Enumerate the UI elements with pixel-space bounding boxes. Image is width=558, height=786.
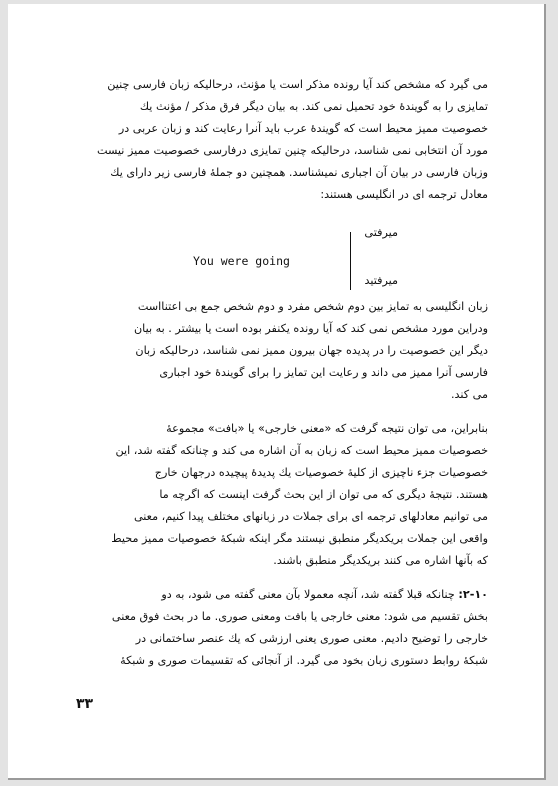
text-line: خصوصیات جزء ناچیزی از کلیهٔ خصوصیات یك پدیدهٔ پیچیده درجهان خارج bbox=[154, 466, 488, 479]
bracket-line bbox=[350, 232, 355, 290]
text-line: فارسی آنرا ممیز می داند و رعایت این تمایز را برای گویندهٔ خود اجباری bbox=[159, 366, 488, 379]
text-line: خصوصیت ممیز محیط است که گویندهٔ عرب باید آنرا رعایت کند و زبان عربی در bbox=[118, 122, 488, 135]
text-line: وزبان فارسی در بیان آن اجباری نمیشناسد. همچنین دو جملهٔ فارسی زیر دارای یك bbox=[110, 166, 488, 179]
paragraph-3 bbox=[68, 418, 488, 572]
text-line: بنابراین، می توان نتیجه گرفت که «معنی خارجی» یا «بافت» مجموعهٔ bbox=[166, 422, 488, 435]
text-line: معادل ترجمه ای در انگلیسی هستند: bbox=[320, 188, 488, 201]
text-line: تمایزی را به گویندهٔ خود تحمیل نمی کند. به بیان دیگر فرق مذکر / مؤنث یك bbox=[139, 100, 488, 113]
english-sentence: You were going bbox=[193, 254, 290, 268]
document-page bbox=[8, 4, 546, 780]
persian-option-singular: میرفتی bbox=[364, 226, 398, 239]
text-line: خصوصیات ممیز محیط است که زبان به آن اشاره می کند و چنانکه گفته شد، این bbox=[115, 444, 488, 457]
text-line: می کند. bbox=[450, 388, 488, 401]
paragraph-4 bbox=[68, 584, 488, 672]
text-line: بخش تقسیم می شود: معنی خارجی یا بافت ومعنی صوری. ما در بحث فوق معنی bbox=[111, 610, 488, 623]
text-line: شبکهٔ روابط دستوری زبان بخود می گیرد. از آنجائی که تقسیمات صوری و شبکهٔ bbox=[120, 654, 488, 667]
translation-example bbox=[68, 226, 488, 296]
text-line: می توانیم معادلهای ترجمه ای برای جملات در زبانهای مختلف پیدا کنیم، معنی bbox=[133, 510, 488, 523]
text-line bbox=[68, 584, 488, 606]
text-line: ودراین مورد مشخص نمی کند که آیا رونده یکنفر بوده است یا بیشتر . به بیان bbox=[133, 322, 488, 335]
text-line: که بآنها اشاره می کنند بریکدیگر منطبق باشند. bbox=[273, 554, 488, 567]
page-number: ۳۳ bbox=[76, 696, 94, 712]
paragraph-2 bbox=[68, 296, 488, 406]
text-line: واقعی این جملات بریکدیگر منطبق نیستند مگر اینکه شبکهٔ خصوصیات ممیز محیط bbox=[111, 532, 488, 545]
persian-option-plural: میرفتید bbox=[364, 274, 398, 287]
text-line: دیگر این خصوصیت را در پدیده جهان بیرون ممیز نمی شناسد، درحالیکه زبان bbox=[135, 344, 488, 357]
paragraph-1 bbox=[68, 74, 488, 206]
section-number: ۲-۱۰: bbox=[458, 588, 488, 601]
text-line: می گیرد که مشخص کند آیا رونده مذکر است یا مؤنث، درحالیکه زبان فارسی چنین bbox=[107, 78, 488, 91]
text-line: زبان انگلیسی به تمایز بین دوم شخص مفرد و دوم شخص جمع بی اعتنااست bbox=[137, 300, 488, 313]
text-line: هستند. نتیجهٔ دیگری که می توان از این بحث گرفت اینست که اگرچه ما bbox=[159, 488, 488, 501]
text-line: خارجی را توضیح دادیم. معنی صوری یعنی ارزشی که یك عنصر ساختمانی در bbox=[135, 632, 488, 645]
text-line: مورد آن انتخابی نمی شناسد، درحالیکه چنین تمایزی درفارسی خصوصیت ممیز نیست bbox=[96, 144, 488, 157]
text-line-content: چنانکه قبلا گفته شد، آنچه معمولا بآن معنی گفته می شود، به دو bbox=[161, 588, 455, 601]
